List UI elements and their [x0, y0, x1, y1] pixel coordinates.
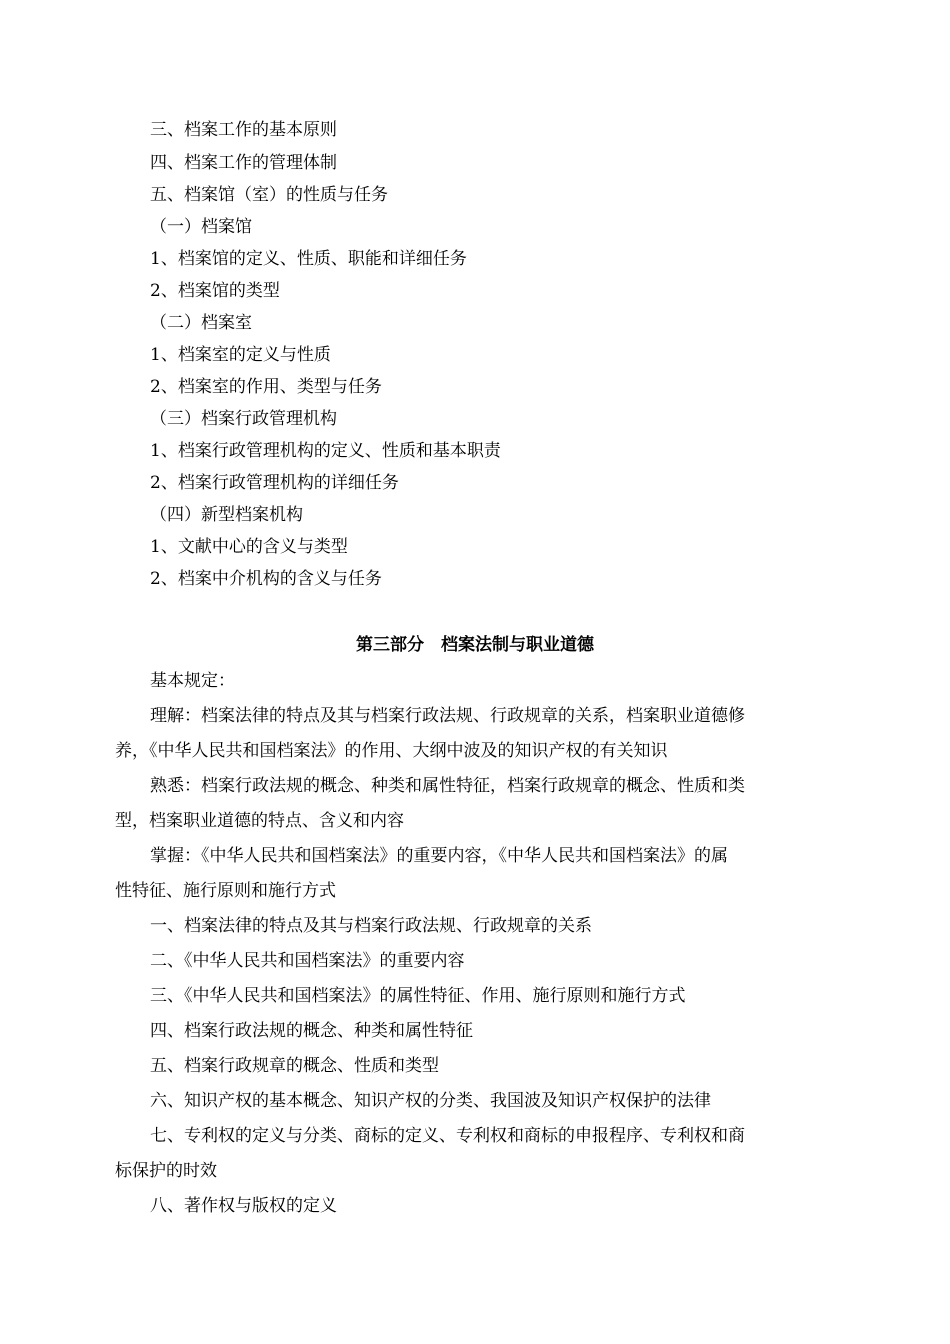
list-item: 六、知识产权的基本概念、知识产权的分类、我国波及知识产权保护的法律: [150, 1091, 711, 1111]
basic-rule-label: 基本规定：: [150, 671, 235, 691]
list-item: 一、档案法律的特点及其与档案行政法规、行政规章的关系: [150, 916, 592, 936]
list-item: 七、专利权的定义与分类、商标的定义、专利权和商标的申报程序、专利权和商: [150, 1126, 745, 1146]
list-item: 2、档案行政管理机构的详细任务: [150, 473, 399, 493]
sub-heading: （一）档案馆: [150, 217, 252, 237]
understand-text: 理解：档案法律的特点及其与档案行政法规、行政规章的关系，档案职业道德修: [150, 706, 745, 726]
list-item: 2、档案中介机构的含义与任务: [150, 569, 382, 589]
familiar-text: 熟悉：档案行政法规的概念、种类和属性特征，档案行政规章的概念、性质和类: [150, 776, 745, 796]
list-item: 二、《中华人民共和国档案法》的重要内容: [150, 951, 465, 971]
list-item: 三、档案工作的基本原则: [150, 120, 337, 140]
list-item: 1、档案行政管理机构的定义、性质和基本职责: [150, 441, 501, 461]
master-text-cont: 性特征、施行原则和施行方式: [115, 881, 336, 901]
master-text: 掌握：《中华人民共和国档案法》的重要内容，《中华人民共和国档案法》的属: [150, 846, 728, 866]
list-item: 1、档案室的定义与性质: [150, 345, 331, 365]
list-item: 八、著作权与版权的定义: [150, 1196, 337, 1216]
list-item: 1、文献中心的含义与类型: [150, 537, 348, 557]
familiar-text-cont: 型，档案职业道德的特点、含义和内容: [115, 811, 404, 831]
section-title: 第三部分 档案法制与职业道德: [356, 635, 594, 655]
list-item: 四、档案工作的管理体制: [150, 153, 337, 173]
sub-heading: （二）档案室: [150, 313, 252, 333]
sub-heading: （四）新型档案机构: [150, 505, 303, 525]
list-item: 五、档案行政规章的概念、性质和类型: [150, 1056, 439, 1076]
list-item: 2、档案馆的类型: [150, 281, 280, 301]
list-item: 四、档案行政法规的概念、种类和属性特征: [150, 1021, 473, 1041]
understand-text-cont: 养，《中华人民共和国档案法》的作用、大纲中波及的知识产权的有关知识: [115, 741, 668, 761]
list-item: 五、档案馆（室）的性质与任务: [150, 185, 388, 205]
list-item: 1、档案馆的定义、性质、职能和详细任务: [150, 249, 467, 269]
list-item: 2、档案室的作用、类型与任务: [150, 377, 382, 397]
list-item: 三、《中华人民共和国档案法》的属性特征、作用、施行原则和施行方式: [150, 986, 686, 1006]
list-item-cont: 标保护的时效: [115, 1161, 217, 1181]
sub-heading: （三）档案行政管理机构: [150, 409, 337, 429]
